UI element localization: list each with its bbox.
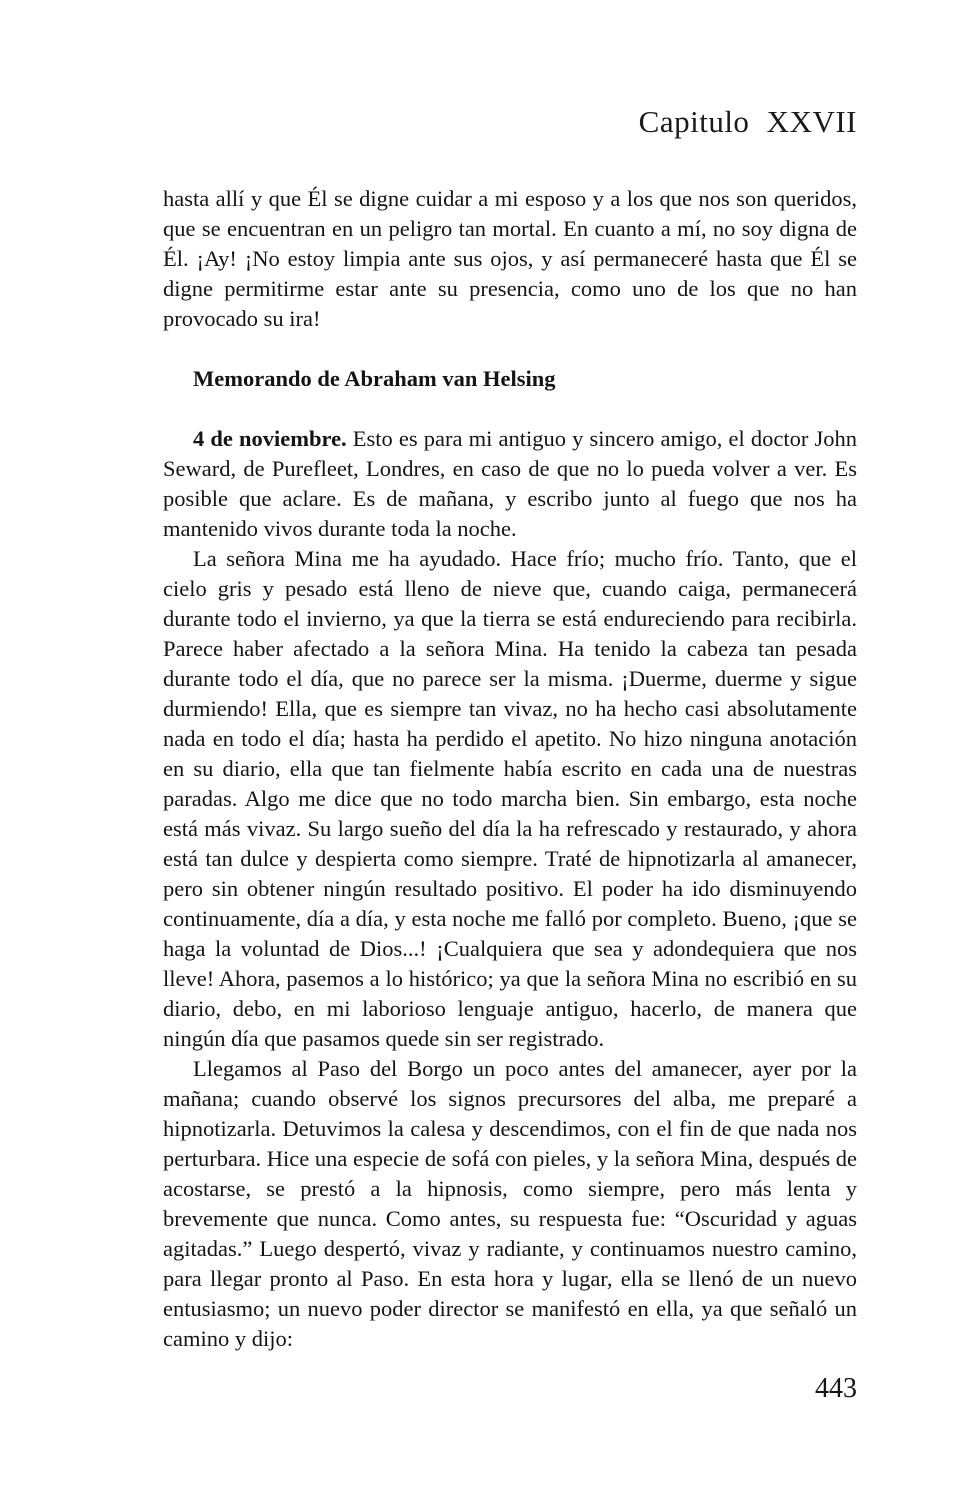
paragraph-text: Esto es para mi antiguo y sincero amigo, el doctor John Seward, de Purefleet, Londres, en caso de que no lo pueda volver a ver. Es posible que aclare. Es de mañana, y escribo junto al fuego que nos ha mantenido vivos durante toda la noche. — [163, 426, 857, 541]
paragraph-continuation: hasta allí y que Él se digne cuidar a mi esposo y a los que nos son queridos, que se encuentran en un peligro tan mortal. En cuanto a mí, no soy digna de Él. ¡Ay! ¡No estoy limpia ante sus ojos, y así permaneceré hasta que Él se digne permitirme estar ante su presencia, como uno de los que no han provocado su ira! — [163, 186, 857, 331]
paragraph: Llegamos al Paso del Borgo un poco antes del amanecer, ayer por la mañana; cuando observé los signos precursores del alba, me preparé a hipnotizarla. Detuvimos la calesa y descendimos, con el fin de que nada nos perturbara. Hice una especie de sofá con pieles, y la señora Mina, después de acostarse, se prestó a la hipnosis, como siempre, pero más lenta y brevemente que nunca. Como antes, su respuesta fue: “Oscuridad y aguas agitadas.” Luego despertó, vivaz y radiante, y continuamos nuestro camino, para llegar pronto al Paso. En esta hora y lugar, ella se llenó de un nuevo entusiasmo; un nuevo poder director se manifestó en ella, ya que señaló un camino y dijo: — [163, 1056, 857, 1351]
paragraph: La señora Mina me ha ayudado. Hace frío; mucho frío. Tanto, que el cielo gris y pesado está lleno de nieve que, cuando caiga, permanecerá durante todo el invierno, ya que la tierra se está endureciendo para recibirla. Parece haber afectado a la señora Mina. Ha tenido la cabeza tan pesada durante todo el día, que no parece ser la misma. ¡Duerme, duerme y sigue durmiendo! Ella, que es siempre tan vivaz, no ha hecho casi absolutamente nada en todo el día; hasta ha perdido el apetito. No hizo ninguna anotación en su diario, ella que tan fielmente había escrito en cada una de nuestras paradas. Algo me dice que no todo marcha bien. Sin embargo, esta noche está más vivaz. Su largo sueño del día la ha refrescado y restaurado, y ahora está tan dulce y despierta como siempre. Traté de hipnotizarla al amanecer, pero sin obtener ningún resultado positivo. El poder ha ido disminuyendo continuamente, día a día, y esta noche me falló por completo. Bueno, ¡que se haga la voluntad de Dios...! ¡Cualquiera que sea y adondequiera que nos lleve! Ahora, pasemos a lo histórico; ya que la señora Mina no escribió en su diario, debo, en mi laborioso lenguaje antiguo, hacerlo, de manera que ningún día que pasamos quede sin ser registrado. — [163, 546, 857, 1051]
paragraph-dated-entry — [163, 424, 857, 544]
chapter-header: Capitulo XXVII — [638, 104, 857, 139]
text-block — [163, 184, 857, 1354]
date-lead: 4 de noviembre. — [193, 426, 347, 451]
section-heading: Memorando de Abraham van Helsing — [193, 366, 556, 391]
page-number: 443 — [815, 1373, 857, 1404]
